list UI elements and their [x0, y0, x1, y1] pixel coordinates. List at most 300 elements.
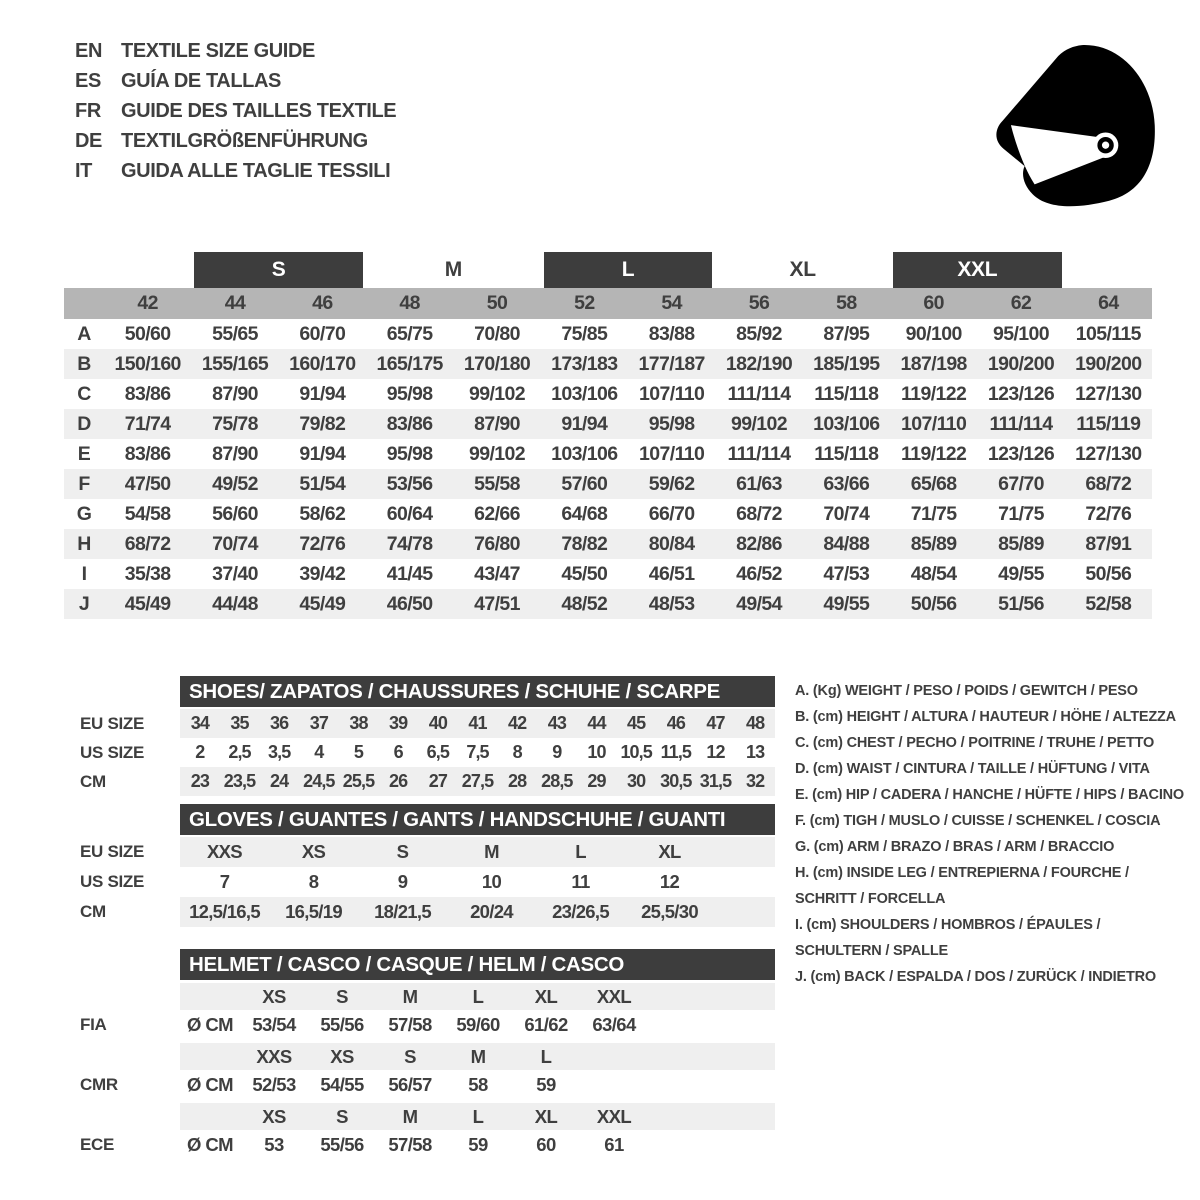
measurement-rows	[64, 319, 1152, 619]
legend-item-b: B. (cm) HEIGHT / ALTURA / HAUTEUR / HÖHE / ALTEZZA	[795, 709, 1176, 725]
helmet-value: 59	[468, 1134, 488, 1155]
shoes-value: 28,5	[541, 771, 573, 791]
measure-value: 80/84	[648, 532, 695, 555]
diameter-label: Ø CM	[187, 1074, 233, 1095]
gloves-header-row	[80, 804, 775, 835]
helmet-size-label: XS	[262, 985, 286, 1007]
helmet-size-band	[80, 1043, 775, 1070]
size-column-header: 44	[224, 292, 246, 314]
helmet-size-label: XXL	[596, 985, 632, 1007]
shoes-value: 47	[706, 713, 725, 733]
legend-item-g: G. (cm) ARM / BRAZO / BRAS / ARM / BRACCIO	[795, 839, 1115, 855]
shoes-value: 34	[190, 713, 209, 733]
shoes-value: 8	[512, 742, 522, 762]
size-group-header-row	[64, 252, 1152, 288]
shoes-value: 11,5	[660, 742, 692, 762]
helmet-size-label: M	[402, 985, 418, 1007]
measure-value: 48/54	[910, 562, 957, 585]
shoes-value: 26	[389, 771, 408, 791]
size-column-header: 62	[1010, 292, 1032, 314]
helmet-value: 54/55	[320, 1074, 364, 1095]
helmet-header-text: HELMET / CASCO / CASQUE / HELM / CASCO	[189, 952, 625, 976]
measure-value: 46/50	[386, 592, 433, 615]
size-column-header: 50	[486, 292, 508, 314]
measure-value: 50/60	[124, 322, 171, 345]
gloves-value: 20/24	[470, 901, 513, 922]
diameter-label: Ø CM	[187, 1134, 233, 1155]
helmet-size-label: L	[472, 985, 484, 1007]
size-column-header: 58	[836, 292, 857, 314]
measure-row-label: A	[77, 322, 91, 345]
size-group-xxl: XXL	[893, 252, 1062, 288]
gloves-value: 7	[219, 871, 230, 892]
gloves-value: M	[484, 841, 499, 862]
measure-row-a	[64, 319, 1152, 349]
helmet-value: 61	[604, 1134, 624, 1155]
shoes-value: 7,5	[466, 742, 489, 762]
measure-value: 49/54	[736, 592, 782, 615]
helmet-value: 53/54	[252, 1014, 296, 1035]
measure-row-d	[64, 409, 1152, 439]
helmet-size-label: S	[336, 985, 348, 1007]
shoes-value: 29	[587, 771, 606, 791]
measure-value: 50/56	[1085, 562, 1132, 585]
shoes-value: 6,5	[426, 742, 449, 762]
measure-value: 170/180	[463, 352, 531, 375]
measure-value: 60/64	[386, 502, 433, 525]
guide-title: GUÍA DE TALLAS	[121, 69, 281, 92]
size-column-header: 48	[399, 292, 420, 314]
legend-item-e: E. (cm) HIP / CADERA / HANCHE / HÜFTE / HIPS / BACINO	[795, 787, 1184, 803]
measure-value: 76/80	[474, 532, 520, 555]
measure-value: 37/40	[212, 562, 258, 585]
language-code: EN	[75, 39, 102, 62]
measure-value: 85/89	[998, 532, 1044, 555]
language-row	[75, 96, 396, 126]
shoes-value: 27	[428, 771, 447, 791]
measure-value: 83/88	[648, 322, 695, 345]
helmet-standard-values	[180, 1070, 775, 1100]
legend-item-f: F. (cm) TIGH / MUSLO / CUISSE / SCHENKEL / COSCIA	[795, 813, 1161, 829]
measure-value: 65/68	[910, 472, 957, 495]
legend-item-d: D. (cm) WAIST / CINTURA / TAILLE / HÜFTUNG / VITA	[795, 761, 1150, 777]
gloves-row-label: US SIZE	[80, 872, 145, 891]
measure-value: 43/47	[474, 562, 520, 585]
gloves-header-text: GLOVES / GUANTES / GANTS / HANDSCHUHE / GUANTI	[189, 807, 726, 831]
helmet-size-band	[80, 1103, 775, 1130]
helmet-icon	[980, 36, 1162, 218]
measure-value: 150/160	[114, 352, 181, 375]
measure-value: 85/92	[736, 322, 782, 345]
shoes-row	[80, 738, 775, 767]
gloves-value: 10	[481, 871, 502, 892]
shoes-value: 2	[195, 742, 205, 762]
measure-row-b	[64, 349, 1152, 379]
shoes-value: 2,5	[228, 742, 251, 762]
shoes-value: 39	[389, 713, 408, 733]
shoes-value: 35	[230, 713, 249, 733]
shoes-value: 10,5	[620, 742, 652, 762]
shoes-value: 13	[746, 742, 765, 762]
legend-item-h: H. (cm) INSIDE LEG / ENTREPIERNA / FOURCHE / SCHRITT / FORCELLA	[795, 865, 1129, 907]
shoes-value: 10	[587, 742, 606, 762]
gloves-value: XXS	[207, 841, 242, 862]
measure-value: 70/74	[212, 532, 258, 555]
shoes-header-text: SHOES/ ZAPATOS / CHAUSSURES / SCHUHE / SCARPE	[189, 679, 720, 703]
helmet-standard-values	[180, 1130, 775, 1160]
shoes-size-table	[80, 676, 775, 796]
language-code: FR	[75, 99, 101, 122]
gloves-row-label: CM	[80, 902, 106, 921]
measure-value: 155/165	[201, 352, 269, 375]
measure-value: 105/115	[1075, 322, 1141, 345]
size-column-header: 46	[312, 292, 333, 314]
guide-title: TEXTILE SIZE GUIDE	[121, 39, 315, 62]
measure-value: 83/86	[124, 442, 171, 465]
size-column-header: 56	[748, 292, 770, 314]
helmet-size-label: S	[404, 1045, 416, 1067]
size-group-xl: XL	[789, 258, 816, 281]
helmet-header-bar	[180, 949, 775, 980]
measure-value: 107/110	[639, 442, 705, 465]
measure-value: 64/68	[561, 502, 608, 525]
helmet-value: 53	[264, 1134, 284, 1155]
helmet-size-label: M	[402, 1105, 418, 1127]
measure-value: 63/66	[823, 472, 870, 495]
measure-value: 71/75	[998, 502, 1044, 525]
measure-value: 107/110	[901, 412, 967, 435]
measure-value: 75/85	[561, 322, 608, 345]
measure-value: 87/90	[212, 382, 258, 405]
shoes-value: 30,5	[660, 771, 692, 791]
measure-value: 49/55	[823, 592, 870, 615]
gloves-value: XL	[658, 841, 681, 862]
measure-value: 45/50	[561, 562, 608, 585]
gloves-row-values	[180, 837, 775, 867]
measure-value: 74/78	[386, 532, 433, 555]
size-number-band	[64, 288, 1152, 319]
measure-value: 103/106	[551, 442, 618, 465]
measure-value: 83/86	[124, 382, 171, 405]
helmet-standard-row	[80, 1010, 775, 1040]
measure-row-i	[64, 559, 1152, 589]
shoes-row-label: CM	[80, 771, 106, 791]
helmet-standard-row	[80, 1070, 775, 1100]
measure-value: 68/72	[124, 532, 171, 555]
gloves-value: 23/26,5	[552, 901, 609, 922]
measure-row-label: J	[78, 592, 90, 615]
measure-value: 55/65	[212, 322, 258, 345]
shoes-value: 23	[190, 771, 209, 791]
helmet-band-spacer	[80, 983, 180, 1010]
measure-value: 46/52	[736, 562, 782, 585]
shoes-value: 44	[587, 713, 606, 733]
measure-value: 123/126	[987, 382, 1055, 405]
size-group-s: S	[194, 252, 363, 288]
guide-title: TEXTILGRÖßENFÜHRUNG	[121, 129, 368, 152]
size-group-m: M	[444, 258, 462, 281]
measure-value: 62/66	[474, 502, 520, 525]
measure-value: 45/49	[299, 592, 346, 615]
measure-value: 99/102	[730, 412, 788, 435]
measure-value: 177/187	[638, 352, 705, 375]
shoes-value: 6	[393, 742, 403, 762]
helmet-value: 58	[468, 1074, 488, 1095]
helmet-standard-values	[180, 1010, 775, 1040]
helmet-standard-ece: ECE	[80, 1135, 115, 1154]
legend-item-c: C. (cm) CHEST / PECHO / POITRINE / TRUHE / PETTO	[795, 735, 1155, 751]
shoes-row-values	[180, 738, 775, 767]
gloves-row-values	[180, 897, 775, 927]
measure-value: 87/91	[1085, 532, 1132, 555]
measure-value: 71/74	[124, 412, 171, 435]
measure-value: 51/54	[299, 472, 346, 495]
gloves-rows	[80, 837, 775, 927]
gloves-row	[80, 897, 775, 927]
helmet-size-label: XS	[330, 1045, 354, 1067]
shoes-value: 31,5	[699, 771, 732, 791]
measure-value: 70/74	[823, 502, 870, 525]
measure-row-label: E	[77, 442, 91, 465]
legend-item-i: I. (cm) SHOULDERS / HOMBROS / ÉPAULES / SCHULTERN / SPALLE	[795, 917, 1101, 959]
measure-value: 115/119	[1076, 412, 1141, 435]
helmet-size-label: M	[470, 1045, 486, 1067]
helmet-standard-fia: FIA	[80, 1015, 107, 1034]
measure-value: 91/94	[299, 442, 346, 465]
measure-row-label: C	[77, 382, 91, 405]
helmet-band-sizes	[180, 1103, 775, 1130]
measure-value: 185/195	[813, 352, 880, 375]
measure-value: 49/55	[998, 562, 1044, 585]
diameter-label: Ø CM	[187, 1014, 233, 1035]
size-column-header: 52	[574, 292, 595, 314]
measure-value: 190/200	[987, 352, 1055, 375]
measure-value: 70/80	[474, 322, 520, 345]
measure-value: 41/45	[386, 562, 433, 585]
shoes-row-label: US SIZE	[80, 742, 145, 762]
size-column-header: 42	[137, 292, 158, 314]
measure-value: 119/122	[901, 382, 967, 405]
measure-value: 190/200	[1075, 352, 1142, 375]
size-column-header: 54	[661, 292, 682, 314]
helmet-band-sizes	[180, 983, 775, 1010]
measure-value: 46/51	[648, 562, 695, 585]
helmet-standard-row	[80, 1130, 775, 1160]
measure-value: 187/198	[900, 352, 967, 375]
measure-value: 47/51	[474, 592, 520, 615]
measure-row-label: D	[77, 412, 91, 435]
measure-value: 115/118	[814, 442, 879, 465]
measure-value: 182/190	[725, 352, 793, 375]
measure-value: 66/70	[648, 502, 695, 525]
measure-value: 78/82	[561, 532, 608, 555]
measure-value: 59/62	[648, 472, 695, 495]
measure-value: 60/70	[299, 322, 346, 345]
helmet-size-label: L	[472, 1105, 484, 1127]
measure-value: 68/72	[1085, 472, 1132, 495]
helmet-icon-svg	[980, 36, 1162, 218]
measure-value: 39/42	[299, 562, 346, 585]
shoes-value: 12	[706, 742, 725, 762]
gloves-header-bar	[180, 804, 775, 835]
shoes-value: 9	[552, 742, 562, 762]
measure-value: 71/75	[910, 502, 957, 525]
language-title-block	[75, 36, 396, 186]
measure-value: 54/58	[124, 502, 171, 525]
language-code: DE	[75, 129, 102, 152]
measure-row-label: H	[77, 532, 91, 555]
gloves-value: S	[396, 841, 409, 862]
garment-size-table	[64, 252, 1152, 619]
helmet-value: 52/53	[252, 1074, 296, 1095]
measure-value: 173/183	[551, 352, 618, 375]
helmet-value: 59	[536, 1074, 556, 1095]
shoes-value: 46	[666, 713, 685, 733]
language-row	[75, 156, 396, 186]
guide-title: GUIDA ALLE TAGLIE TESSILI	[121, 159, 391, 182]
measure-value: 67/70	[998, 472, 1044, 495]
helmet-value: 56/57	[388, 1074, 432, 1095]
measure-value: 95/98	[386, 442, 433, 465]
gloves-header-spacer	[80, 804, 180, 835]
measure-value: 79/82	[299, 412, 346, 435]
measure-value: 103/106	[551, 382, 618, 405]
gloves-value: 9	[397, 871, 408, 892]
shoes-value: 3,5	[268, 742, 291, 762]
shoes-value: 27,5	[461, 771, 494, 791]
measure-value: 75/78	[212, 412, 258, 435]
shoes-value: 40	[428, 713, 447, 733]
helmet-header-spacer	[80, 949, 180, 980]
helmet-value: 60	[536, 1134, 556, 1155]
measure-value: 56/60	[212, 502, 258, 525]
shoes-row	[80, 767, 775, 796]
measure-value: 87/95	[823, 322, 870, 345]
helmet-size-table	[80, 949, 775, 1160]
shoes-value: 30	[627, 771, 646, 791]
measure-value: 127/130	[1075, 442, 1142, 465]
helmet-size-label: XL	[534, 1105, 558, 1127]
diameter-spacer	[180, 1043, 240, 1070]
gloves-value: 16,5/19	[285, 901, 342, 922]
gloves-value: 18/21,5	[374, 901, 431, 922]
helmet-band-spacer	[80, 1103, 180, 1130]
gloves-value: XS	[301, 841, 326, 862]
shoes-row-values	[180, 709, 775, 738]
measure-value: 91/94	[299, 382, 346, 405]
shoes-value: 38	[349, 713, 368, 733]
gloves-row	[80, 837, 775, 867]
helmet-rows	[80, 983, 775, 1160]
helmet-size-label: XL	[534, 985, 558, 1007]
measure-row-label: F	[78, 472, 90, 495]
helmet-band-sizes	[180, 1043, 775, 1070]
helmet-standard-cmr: CMR	[80, 1075, 118, 1094]
shoes-header-bar	[180, 676, 775, 707]
shoes-value: 41	[468, 713, 487, 733]
shoes-value: 4	[314, 742, 324, 762]
gloves-row	[80, 867, 775, 897]
gloves-value: 12	[659, 871, 680, 892]
helmet-size-label: XS	[262, 1105, 286, 1127]
shoes-value: 43	[547, 713, 566, 733]
gloves-row-label: EU SIZE	[80, 842, 145, 861]
measure-value: 61/63	[736, 472, 782, 495]
helmet-value: 61/62	[524, 1014, 568, 1035]
diameter-spacer	[180, 1103, 240, 1130]
measure-row-label: G	[76, 502, 92, 525]
measure-value: 52/58	[1085, 592, 1132, 615]
gloves-row-values	[180, 867, 775, 897]
measure-value: 99/102	[468, 442, 526, 465]
measure-value: 91/94	[561, 412, 608, 435]
measure-value: 111/114	[727, 382, 791, 405]
measure-value: 90/100	[905, 322, 962, 345]
helmet-band-spacer	[80, 1043, 180, 1070]
legend-item-j: J. (cm) BACK / ESPALDA / DOS / ZURÜCK / INDIETRO	[795, 969, 1156, 985]
measure-value: 87/90	[212, 442, 258, 465]
shoes-row-values	[180, 767, 775, 796]
diameter-spacer	[180, 983, 240, 1010]
guide-title: GUIDE DES TAILLES TEXTILE	[121, 99, 397, 122]
shoes-rows	[80, 709, 775, 796]
shoes-value: 28	[508, 771, 527, 791]
measure-value: 57/60	[561, 472, 608, 495]
measure-value: 48/52	[561, 592, 608, 615]
helmet-size-label: S	[336, 1105, 348, 1127]
measure-row-f	[64, 469, 1152, 499]
measure-value: 49/52	[212, 472, 258, 495]
helmet-size-label: L	[540, 1045, 552, 1067]
measure-value: 44/48	[212, 592, 258, 615]
helmet-size-band	[80, 983, 775, 1010]
language-code: IT	[75, 159, 92, 182]
helmet-value: 55/56	[320, 1014, 364, 1035]
language-code: ES	[75, 69, 101, 92]
gloves-value: 12,5/16,5	[189, 901, 260, 922]
measure-row-g	[64, 499, 1152, 529]
shoes-value: 25,5	[342, 771, 375, 791]
shoes-value: 23,5	[223, 771, 256, 791]
measure-value: 103/106	[813, 412, 880, 435]
shoes-header-row	[80, 676, 775, 707]
gloves-value: 25,5/30	[641, 901, 698, 922]
measure-value: 58/62	[299, 502, 346, 525]
shoes-value: 32	[746, 771, 765, 791]
size-column-header: 60	[923, 292, 944, 314]
gloves-value: 8	[308, 871, 319, 892]
shoes-value: 24	[270, 771, 289, 791]
measure-value: 47/53	[823, 562, 870, 585]
measure-value: 115/118	[814, 382, 879, 405]
measure-value: 127/130	[1075, 382, 1142, 405]
measure-value: 50/56	[910, 592, 957, 615]
shoes-value: 36	[270, 713, 289, 733]
helmet-size-label: XXL	[596, 1105, 632, 1127]
helmet-header-row	[80, 949, 775, 980]
measure-value: 55/58	[474, 472, 520, 495]
measure-value: 68/72	[736, 502, 782, 525]
size-group-l: L	[544, 252, 713, 288]
measure-value: 123/126	[987, 442, 1055, 465]
helmet-value: 57/58	[388, 1134, 432, 1155]
measure-value: 45/49	[124, 592, 171, 615]
measure-value: 83/86	[386, 412, 433, 435]
shoes-row	[80, 709, 775, 738]
measure-row-h	[64, 529, 1152, 559]
measure-value: 47/50	[124, 472, 171, 495]
measurement-legend	[795, 678, 1187, 990]
